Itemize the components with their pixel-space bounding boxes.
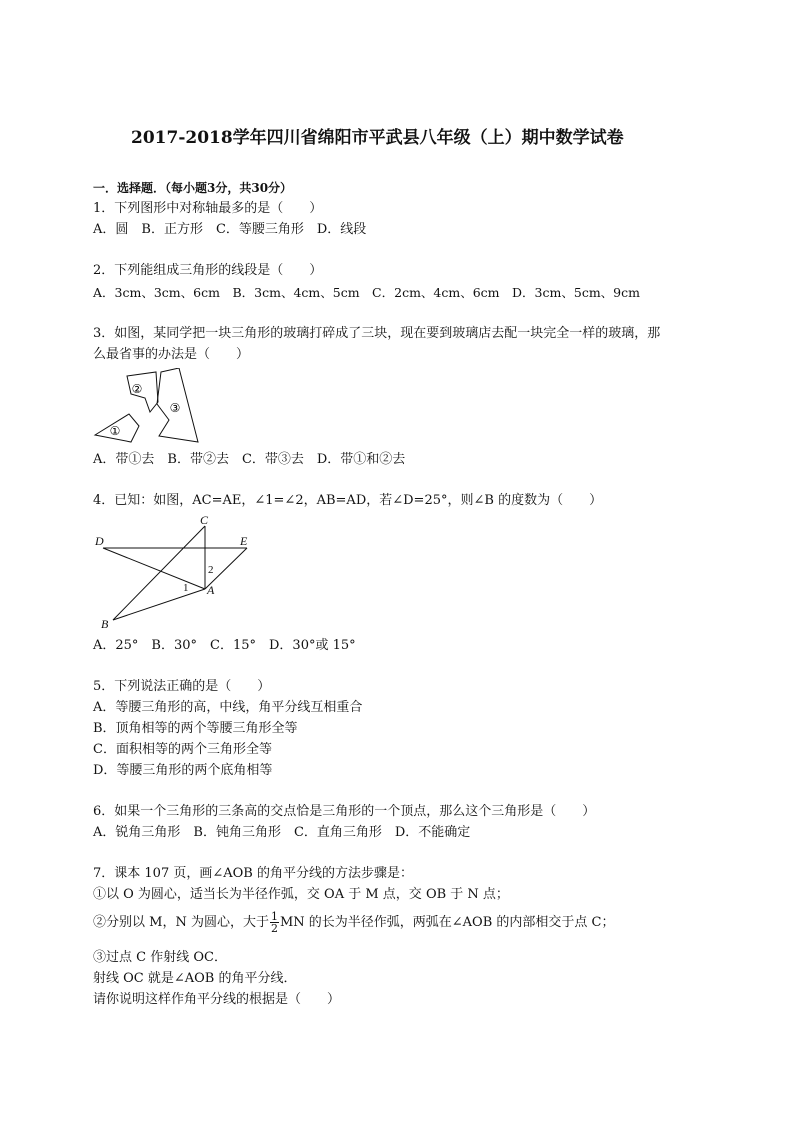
q5-option-d: D．等腰三角形的两个底角相等 [93,763,273,778]
page-title: 2017-2018学年四川省绵阳市平武县八年级（上）期中数学试卷 [131,128,624,148]
point-label-d: D [95,534,104,548]
q3-stem-line1: 3．如图，某同学把一块三角形的玻璃打碎成了三块，现在要到玻璃店去配一块完全一样的玻璃，那 [93,326,661,341]
q1-stem: 1．下列图形中对称轴最多的是（ ） [93,201,323,216]
q7-step-2-pre: ②分别以 M，N 为圆心，大于 [93,915,269,930]
q2-options: A．3cm、3cm、6cm B．3cm、4cm、5cm C．2cm、4cm、6cm D．3cm、5cm、9cm [93,285,640,300]
q3-stem-line2: 么最省事的办法是（ ） [93,347,250,362]
glass-label-2: ② [131,382,143,396]
fraction-one-half [270,911,279,934]
point-label-e: E [240,534,248,548]
q7-step-2 [93,910,614,936]
q7-step-1: ①以 O 为圆心，适当长为半径作弧，交 OA 于 M 点，交 OB 于 N 点； [93,887,509,902]
q6-stem: 6．如果一个三角形的三条高的交点恰是三角形的一个顶点，那么这个三角形是（ ） [93,804,596,819]
glass-label-3: ③ [169,401,181,415]
q5-option-b: B．顶角相等的两个等腰三角形全等 [93,721,298,736]
q7-step-2-post: MN 的长为半径作弧，两弧在∠AOB 的内部相交于点 C； [279,915,615,930]
point-label-c: C [200,513,209,527]
q5-option-a: A．等腰三角形的高，中线，角平分线互相重合 [93,700,363,715]
section-heading: 一．选择题．（每小题3分，共30分） [93,181,293,195]
q4-stem: 4．已知：如图，AC=AE，∠1=∠2，AB=AD，若∠D=25°，则∠B 的度数为（ ） [93,493,603,508]
point-label-b: B [101,617,109,631]
q7-line-5: 请你说明这样作角平分线的根据是（ ） [93,992,341,1007]
q2-stem: 2．下列能组成三角形的线段是（ ） [93,263,323,278]
q3-options: A．带①去 B．带②去 C．带③去 D．带①和②去 [93,452,406,467]
q5-option-c: C．面积相等的两个三角形全等 [93,742,272,757]
fraction-denominator: 2 [270,922,278,935]
angle-label-2: 2 [208,564,214,576]
point-label-a: A [207,583,215,597]
q5-stem: 5．下列说法正确的是（ ） [93,679,271,694]
q7-stem: 7．课本 107 页，画∠AOB 的角平分线的方法步骤是： [93,866,413,881]
q1-options: A．圆 B．正方形 C．等腰三角形 D．线段 [93,222,367,237]
glass-label-1: ① [109,424,121,438]
q6-options: A．锐角三角形 B．钝角三角形 C．直角三角形 D．不能确定 [93,825,471,840]
q7-step-3: ③过点 C 作射线 OC． [93,950,227,965]
fraction-numerator: 1 [270,910,278,923]
q4-options: A．25° B．30° C．15° D．30°或 15° [93,638,356,653]
broken-glass-figure [93,368,203,448]
angle-label-1: 1 [183,582,189,594]
q7-line-4: 射线 OC 就是∠AOB 的角平分线． [93,971,297,986]
triangle-figure [93,512,263,637]
